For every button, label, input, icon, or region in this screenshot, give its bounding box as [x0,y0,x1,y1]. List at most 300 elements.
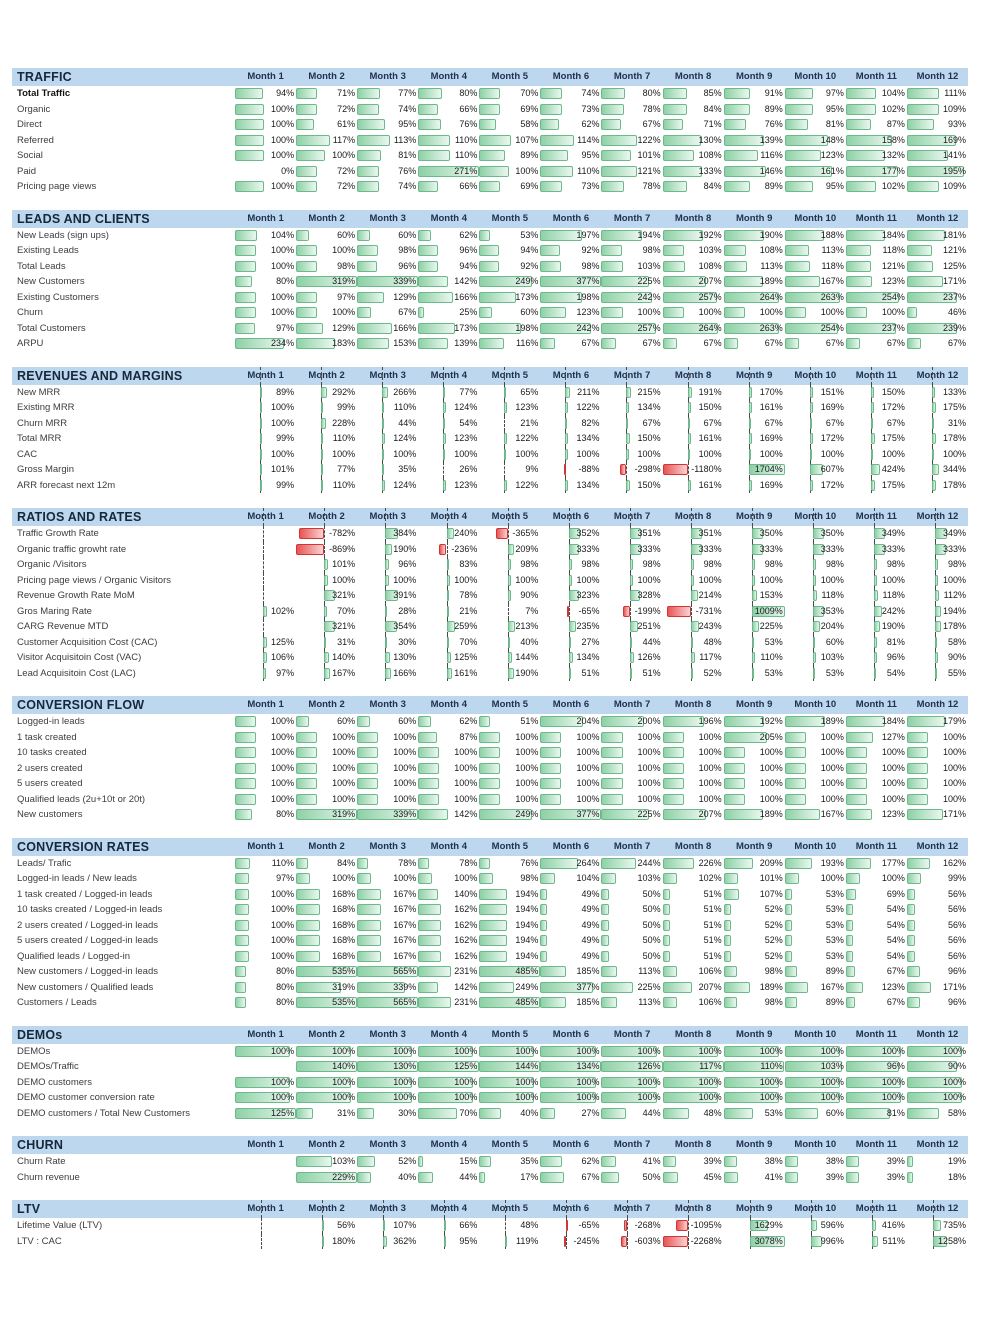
row-label[interactable]: Existing MRR [17,402,75,413]
value-cell[interactable] [479,290,540,306]
value-cell[interactable] [235,1075,296,1091]
month-header[interactable] [907,508,968,526]
value-cell[interactable] [663,1090,724,1106]
row-label[interactable]: ARPU [17,338,44,349]
month-header[interactable] [785,210,846,228]
value-cell[interactable] [540,776,601,792]
value-cell[interactable] [724,542,785,558]
value-cell[interactable] [907,557,968,573]
month-header[interactable] [357,210,418,228]
value-cell[interactable] [357,1044,418,1060]
value-cell[interactable] [479,887,540,903]
value-cell[interactable] [357,447,418,463]
value-cell[interactable] [540,228,601,244]
value-cell[interactable] [479,1044,540,1060]
value-cell[interactable] [846,164,907,180]
value-cell[interactable] [907,1234,968,1250]
value-cell[interactable] [540,573,601,589]
value-cell[interactable] [235,918,296,934]
month-header[interactable] [357,367,418,385]
value-cell[interactable] [907,228,968,244]
value-cell[interactable] [540,542,601,558]
value-cell[interactable] [418,179,479,195]
row-label[interactable]: New Customers [17,276,85,287]
value-cell[interactable] [601,117,662,133]
value-cell[interactable] [663,1218,724,1234]
month-header[interactable] [296,1136,357,1154]
month-header[interactable] [601,1136,662,1154]
value-cell[interactable] [479,1170,540,1186]
value-cell[interactable] [235,179,296,195]
value-cell[interactable] [418,902,479,918]
value-cell[interactable] [663,336,724,352]
value-cell[interactable] [479,1234,540,1250]
value-cell[interactable] [296,730,357,746]
value-cell[interactable] [479,745,540,761]
value-cell[interactable] [907,478,968,494]
value-cell[interactable] [235,542,296,558]
value-cell[interactable] [540,807,601,823]
value-cell[interactable] [235,1106,296,1122]
value-cell[interactable] [235,133,296,149]
value-cell[interactable] [846,86,907,102]
month-header[interactable] [907,1026,968,1044]
value-cell[interactable] [540,871,601,887]
value-cell[interactable] [418,1234,479,1250]
value-cell[interactable] [540,714,601,730]
value-cell[interactable] [235,290,296,306]
value-cell[interactable] [846,228,907,244]
value-cell[interactable] [296,400,357,416]
value-cell[interactable] [846,400,907,416]
value-cell[interactable] [724,871,785,887]
value-cell[interactable] [601,542,662,558]
row-label[interactable]: Pricing page views / Organic Visitors [17,574,171,586]
month-header[interactable] [418,838,479,856]
value-cell[interactable] [479,117,540,133]
month-header[interactable] [785,1026,846,1044]
value-cell[interactable] [235,1154,296,1170]
value-cell[interactable] [418,949,479,965]
value-cell[interactable] [296,336,357,352]
value-cell[interactable] [663,635,724,651]
month-header[interactable] [846,68,907,86]
value-cell[interactable] [235,902,296,918]
value-cell[interactable] [601,1106,662,1122]
row-label[interactable]: Gros Maring Rate [17,605,92,617]
value-cell[interactable] [357,385,418,401]
value-cell[interactable] [724,573,785,589]
value-cell[interactable] [357,400,418,416]
month-header[interactable] [296,696,357,714]
month-header[interactable] [846,696,907,714]
row-label[interactable]: 10 tasks created [17,747,87,758]
value-cell[interactable] [235,588,296,604]
row-label[interactable]: Traffic Growth Rate [17,528,99,539]
value-cell[interactable] [663,807,724,823]
value-cell[interactable] [663,526,724,542]
value-cell[interactable] [907,887,968,903]
value-cell[interactable] [846,542,907,558]
value-cell[interactable] [846,321,907,337]
value-cell[interactable] [601,604,662,620]
value-cell[interactable] [785,918,846,934]
value-cell[interactable] [479,635,540,651]
value-cell[interactable] [479,604,540,620]
value-cell[interactable] [724,86,785,102]
value-cell[interactable] [724,431,785,447]
row-label[interactable]: DEMO customers / Total New Customers [17,1107,190,1119]
value-cell[interactable] [418,730,479,746]
value-cell[interactable] [785,478,846,494]
month-header[interactable] [540,508,601,526]
value-cell[interactable] [846,1154,907,1170]
row-label[interactable]: 1 task created [17,731,77,743]
value-cell[interactable] [540,133,601,149]
value-cell[interactable] [479,164,540,180]
month-header[interactable] [479,68,540,86]
month-header[interactable] [479,838,540,856]
value-cell[interactable] [785,635,846,651]
value-cell[interactable] [540,635,601,651]
value-cell[interactable] [296,416,357,432]
row-label[interactable]: DEMO customers [17,1076,92,1088]
value-cell[interactable] [785,228,846,244]
value-cell[interactable] [540,1075,601,1091]
value-cell[interactable] [907,133,968,149]
value-cell[interactable] [540,1218,601,1234]
value-cell[interactable] [724,462,785,478]
value-cell[interactable] [785,557,846,573]
value-cell[interactable] [540,86,601,102]
value-cell[interactable] [601,761,662,777]
value-cell[interactable] [296,714,357,730]
value-cell[interactable] [540,964,601,980]
value-cell[interactable] [296,148,357,164]
value-cell[interactable] [418,447,479,463]
value-cell[interactable] [663,949,724,965]
value-cell[interactable] [724,856,785,872]
value-cell[interactable] [418,918,479,934]
value-cell[interactable] [663,478,724,494]
row-label[interactable]: 5 users created / Logged-in leads [17,935,159,946]
value-cell[interactable] [296,1170,357,1186]
value-cell[interactable] [296,117,357,133]
value-cell[interactable] [479,856,540,872]
month-header[interactable] [296,508,357,526]
value-cell[interactable] [724,148,785,164]
row-label[interactable]: Existing Customers [17,291,99,303]
value-cell[interactable] [540,588,601,604]
value-cell[interactable] [724,588,785,604]
value-cell[interactable] [724,1075,785,1091]
value-cell[interactable] [663,385,724,401]
value-cell[interactable] [357,980,418,996]
value-cell[interactable] [235,86,296,102]
value-cell[interactable] [785,980,846,996]
value-cell[interactable] [479,447,540,463]
value-cell[interactable] [846,807,907,823]
month-header[interactable] [235,68,296,86]
value-cell[interactable] [785,400,846,416]
value-cell[interactable] [724,400,785,416]
value-cell[interactable] [418,714,479,730]
value-cell[interactable] [418,462,479,478]
value-cell[interactable] [663,933,724,949]
value-cell[interactable] [663,1059,724,1075]
value-cell[interactable] [663,604,724,620]
value-cell[interactable] [418,1218,479,1234]
value-cell[interactable] [357,1059,418,1075]
row-label[interactable]: Customers / Leads [17,997,97,1008]
value-cell[interactable] [479,557,540,573]
value-cell[interactable] [357,792,418,808]
value-cell[interactable] [296,305,357,321]
value-cell[interactable] [663,792,724,808]
value-cell[interactable] [601,557,662,573]
row-label[interactable]: Churn [17,307,43,318]
value-cell[interactable] [296,949,357,965]
month-header[interactable] [907,1200,968,1218]
value-cell[interactable] [846,102,907,118]
value-cell[interactable] [601,964,662,980]
value-cell[interactable] [785,259,846,275]
value-cell[interactable] [296,745,357,761]
value-cell[interactable] [907,243,968,259]
value-cell[interactable] [724,902,785,918]
value-cell[interactable] [296,385,357,401]
row-label[interactable]: Qualified leads (2u+10t or 20t) [17,793,146,805]
value-cell[interactable] [724,102,785,118]
value-cell[interactable] [357,588,418,604]
month-header[interactable] [418,1136,479,1154]
value-cell[interactable] [540,102,601,118]
value-cell[interactable] [479,619,540,635]
value-cell[interactable] [907,1044,968,1060]
value-cell[interactable] [540,745,601,761]
value-cell[interactable] [418,133,479,149]
value-cell[interactable] [724,1106,785,1122]
value-cell[interactable] [601,1154,662,1170]
value-cell[interactable] [846,462,907,478]
value-cell[interactable] [785,856,846,872]
value-cell[interactable] [418,305,479,321]
value-cell[interactable] [724,714,785,730]
value-cell[interactable] [785,416,846,432]
month-header[interactable] [418,210,479,228]
value-cell[interactable] [479,86,540,102]
value-cell[interactable] [785,526,846,542]
value-cell[interactable] [663,745,724,761]
value-cell[interactable] [418,604,479,620]
value-cell[interactable] [479,385,540,401]
value-cell[interactable] [235,730,296,746]
month-header[interactable] [601,1026,662,1044]
value-cell[interactable] [601,619,662,635]
month-header[interactable] [724,1200,785,1218]
month-header[interactable] [357,508,418,526]
value-cell[interactable] [357,635,418,651]
value-cell[interactable] [601,1170,662,1186]
value-cell[interactable] [724,776,785,792]
value-cell[interactable] [235,431,296,447]
month-header[interactable] [540,1026,601,1044]
value-cell[interactable] [601,1218,662,1234]
value-cell[interactable] [846,1106,907,1122]
value-cell[interactable] [846,776,907,792]
value-cell[interactable] [785,148,846,164]
value-cell[interactable] [601,995,662,1011]
value-cell[interactable] [357,619,418,635]
month-header[interactable] [907,210,968,228]
value-cell[interactable] [907,856,968,872]
value-cell[interactable] [663,902,724,918]
value-cell[interactable] [724,416,785,432]
value-cell[interactable] [724,447,785,463]
value-cell[interactable] [785,995,846,1011]
value-cell[interactable] [357,1106,418,1122]
value-cell[interactable] [296,447,357,463]
value-cell[interactable] [296,573,357,589]
value-cell[interactable] [785,745,846,761]
month-header[interactable] [296,68,357,86]
section-title[interactable]: LTV [17,1202,41,1216]
value-cell[interactable] [663,228,724,244]
month-header[interactable] [235,1200,296,1218]
value-cell[interactable] [785,902,846,918]
value-cell[interactable] [846,526,907,542]
value-cell[interactable] [296,995,357,1011]
month-header[interactable] [540,367,601,385]
value-cell[interactable] [846,385,907,401]
value-cell[interactable] [235,416,296,432]
value-cell[interactable] [785,321,846,337]
value-cell[interactable] [601,336,662,352]
row-label[interactable]: New MRR [17,386,61,398]
value-cell[interactable] [540,462,601,478]
month-header[interactable] [601,367,662,385]
value-cell[interactable] [907,462,968,478]
value-cell[interactable] [724,918,785,934]
value-cell[interactable] [418,933,479,949]
month-header[interactable] [235,838,296,856]
value-cell[interactable] [479,336,540,352]
value-cell[interactable] [235,604,296,620]
value-cell[interactable] [785,1059,846,1075]
value-cell[interactable] [663,871,724,887]
value-cell[interactable] [846,980,907,996]
value-cell[interactable] [663,133,724,149]
value-cell[interactable] [601,730,662,746]
value-cell[interactable] [296,462,357,478]
row-label[interactable]: Total MRR [17,433,62,444]
value-cell[interactable] [296,1234,357,1250]
value-cell[interactable] [235,164,296,180]
value-cell[interactable] [785,102,846,118]
value-cell[interactable] [235,964,296,980]
value-cell[interactable] [663,148,724,164]
month-header[interactable] [235,367,296,385]
value-cell[interactable] [601,1234,662,1250]
value-cell[interactable] [479,807,540,823]
value-cell[interactable] [907,792,968,808]
value-cell[interactable] [785,243,846,259]
value-cell[interactable] [235,776,296,792]
month-header[interactable] [724,696,785,714]
row-label[interactable]: 2 users created [17,762,83,774]
value-cell[interactable] [479,478,540,494]
value-cell[interactable] [235,1059,296,1075]
value-cell[interactable] [601,305,662,321]
value-cell[interactable] [663,462,724,478]
value-cell[interactable] [907,902,968,918]
value-cell[interactable] [479,980,540,996]
value-cell[interactable] [418,1106,479,1122]
value-cell[interactable] [479,964,540,980]
section-title[interactable]: CHURN [17,1138,64,1152]
value-cell[interactable] [418,573,479,589]
month-header[interactable] [785,68,846,86]
value-cell[interactable] [418,650,479,666]
value-cell[interactable] [296,918,357,934]
value-cell[interactable] [907,918,968,934]
value-cell[interactable] [540,400,601,416]
value-cell[interactable] [724,1044,785,1060]
value-cell[interactable] [357,949,418,965]
value-cell[interactable] [601,650,662,666]
value-cell[interactable] [785,964,846,980]
value-cell[interactable] [540,164,601,180]
value-cell[interactable] [357,761,418,777]
value-cell[interactable] [479,305,540,321]
value-cell[interactable] [357,871,418,887]
row-label[interactable]: Churn MRR [17,417,68,429]
value-cell[interactable] [663,243,724,259]
value-cell[interactable] [724,1234,785,1250]
value-cell[interactable] [418,102,479,118]
value-cell[interactable] [907,400,968,416]
value-cell[interactable] [418,478,479,494]
value-cell[interactable] [663,1075,724,1091]
value-cell[interactable] [235,336,296,352]
value-cell[interactable] [357,86,418,102]
value-cell[interactable] [357,228,418,244]
value-cell[interactable] [846,133,907,149]
value-cell[interactable] [663,918,724,934]
month-header[interactable] [846,838,907,856]
row-label[interactable]: 5 users created [17,778,83,789]
value-cell[interactable] [540,336,601,352]
value-cell[interactable] [785,776,846,792]
value-cell[interactable] [357,526,418,542]
value-cell[interactable] [235,228,296,244]
value-cell[interactable] [235,980,296,996]
value-cell[interactable] [846,447,907,463]
row-label[interactable]: Leads/ Trafic [17,857,72,869]
value-cell[interactable] [601,385,662,401]
value-cell[interactable] [907,1218,968,1234]
value-cell[interactable] [846,1059,907,1075]
value-cell[interactable] [724,164,785,180]
value-cell[interactable] [418,635,479,651]
value-cell[interactable] [540,290,601,306]
value-cell[interactable] [296,542,357,558]
value-cell[interactable] [601,856,662,872]
value-cell[interactable] [357,995,418,1011]
month-header[interactable] [724,838,785,856]
section-title[interactable]: CONVERSION FLOW [17,698,145,712]
month-header[interactable] [296,1200,357,1218]
